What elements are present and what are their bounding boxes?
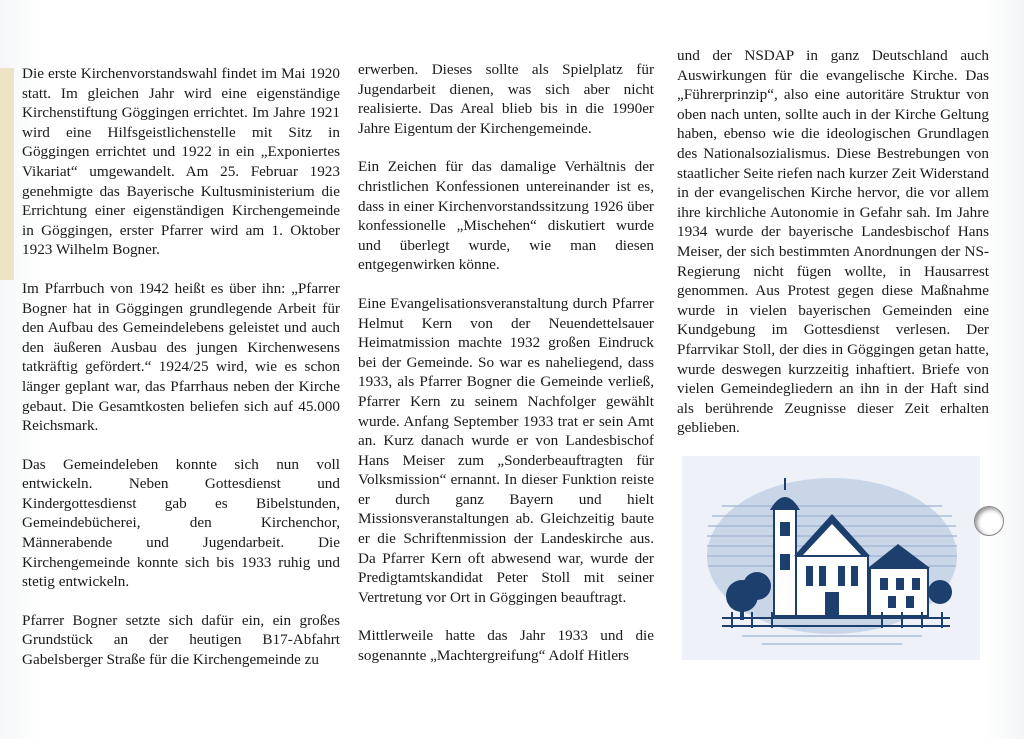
paragraph: Die erste Kirchenvorstandswahl findet im Mai 1920 statt. Im gleichen Jahr wird eine eigenständige Kirchenstiftung Göggingen errichtet. Im Jahre 1921 wird eine Hilfsgeistlichenstelle mit Sitz in Göggingen errichtet und 1922 in ein „Exponiertes Vikariat“ umgewandelt. Am 25. Februar 1923 genehmigte das Bayerische Kultusministerium die Errichtung einer eigenständigen Kirchengemeinde in Göggingen, erster Pfarrer wird am 1. Oktober 1923 Wilhelm Bogner. [22,65,340,259]
paragraph: Im Pfarrbuch von 1942 heißt es über ihn: „Pfarrer Bogner hat in Göggingen grundlegende Arbeit für den Aufbau des Gemeindelebens geleistet und auch den äußeren Ausbau des jungen Kirchenwesens tatkräftig gefördert.“ 1924/25 wird, wie es schon länger geplant war, das Pfarrhaus neben der Kirche gebaut. Die Gesamtkosten beliefen sich auf 45.000 Reichsmark. [22,279,340,435]
paragraph: Ein Zeichen für das damalige Verhältnis der christlichen Konfessionen untereinander ist es, dass in einer Kirchenvorstandssitzung 1926 über konfessionelle „Mischehen“ diskutiert wurde und überlegt wurde, wie man diesen entgegenwirken könne. [358,158,654,274]
paragraph: und der NSDAP in ganz Deutschland auch Auswirkungen für die evangelische Kirche. Das „Führerprinzip“, also eine autoritäre Struktur von oben nach unten, sollte auch in der Kirche Geltung haben, ebenso wie die ideologischen Grundlagen des Nationalsozialismus. Diese Bestrebungen von staatlicher Seite riefen nach kurzer Zeit Widerstand in der evangelischen Kirche hervor, die vor allem ihre kirchliche Autonomie in Gefahr sah. Im Jahre 1934 wurde der bayerische Landesbischof Hans Meiser, der sich bestimmten Anordnungen der NS-Regierung nicht fügen wollte, in Hausarrest genommen. Aus Protest gegen diese Maßnahme wurde in vielen bayerischen Gemeinden eine Kundgebung im Gottesdienst verlesen. Der Pfarrvikar Stoll, der dies in Göggingen getan hatte, wurde deswegen kurzzeitig inhaftiert. Briefe von vielen Gemeindegliedern an ihn in der Haft sind als berührende Zeugnisse dieser Zeit erhalten geblieben. [677,47,989,437]
paragraph: Das Gemeindeleben konnte sich nun voll entwickeln. Neben Gottesdienst und Kindergottesdienst gab es Bibelstunden, Gemeindebücherei, den Kirchenchor, Männerabende und Jugendarbeit. Die Kirchengemeinde konnte sich bis 1933 ruhig und stetig entwickeln. [22,455,340,591]
church-illustration [682,456,980,660]
paragraph: erwerben. Dieses sollte als Spielplatz für Jugendarbeit dienen, was sich aber nicht realisierte. Das Areal blieb bis in die 1990er Jahre Eigentum der Kirchengemeinde. [358,61,654,137]
paragraph: Mittlerweile hatte das Jahr 1933 und die sogenannte „Machtergreifung“ Adolf Hitlers [358,627,654,665]
church-drawing-icon [682,456,980,660]
paragraph: Eine Evangelisationsveranstaltung durch Pfarrer Helmut Kern von der Neuendettelsauer Heimatmission machte 1932 großen Eindruck bei der Gemeinde. So war es naheliegend, dass 1933, als Pfarrer Bogner die Gemeinde verließ, Pfarrer Kern zu seinem Nachfolger gewählt wurde. Anfang September 1933 trat er sein Amt an. Kurz danach wurde er von Landesbischof Hans Meiser zum „Sonderbeauftragten für Volksmission“ ernannt. In dieser Funktion reiste er durch ganz Bayern und hielt Missionsveranstaltungen ab. Gleichzeitig baute er die Schriftenmission der Landeskirche aus. Da Pfarrer Kern oft abwesend war, wurde der Predigtamtskandidat Peter Stoll mit seiner Vertretung vor Ort in Göggingen beauftragt. [358,294,654,606]
punch-hole [974,506,1004,536]
page-edge-highlight [0,68,14,280]
text-column-2 [358,60,654,685]
paragraph: Pfarrer Bogner setzte sich dafür ein, ein großes Grundstück an der heutigen B17-Abfahrt Gabelsberger Straße für die Kirchengemeinde zu [22,611,340,669]
text-column-3 [677,46,989,457]
text-column-1 [22,64,340,689]
